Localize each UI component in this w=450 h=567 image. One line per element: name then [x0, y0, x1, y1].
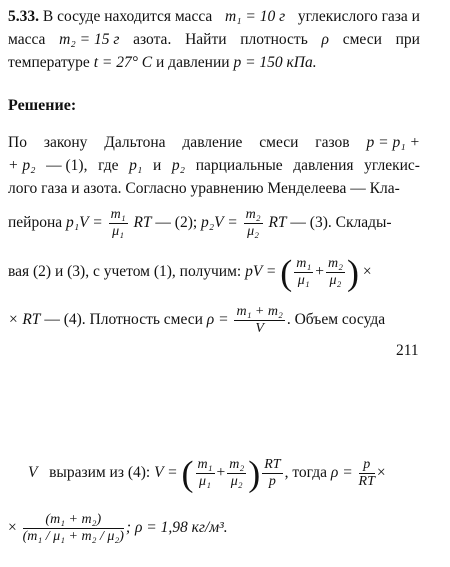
continuation-line-2: × $\frac{\text{(m₁ + m₂)}}{\text{(m₁ / μ₁ + m₂ / μ₂)}}$ ; ρ = 1,98 кг/м³.: [8, 511, 228, 544]
fraction-m2-mu2: $\frac{\text{m₂}}{\text{μ₂}}$: [229, 456, 245, 489]
fraction-m1-mu1: $\frac{\text{m₁}}{\text{μ₁}}$: [296, 255, 312, 288]
solution-line-1: По закону Дальтона давление смеси газов p = p₁ +: [8, 134, 420, 151]
page-number: 211: [396, 342, 419, 359]
problem-line-2: масса m₂ = 15 г азота. Найти плотность ρ смеси при: [8, 31, 420, 48]
problem-number: 5.33.: [8, 8, 39, 25]
fraction-m1-mu1: $\frac{\text{m₁}}{\text{μ₁}}$: [197, 456, 213, 489]
problem-line-1: 5.33. В сосуде находится масса m₁ = 10 г углекислого газа и: [8, 8, 420, 25]
left-paren: (: [181, 453, 194, 494]
problem-line-3: температуре t = 27° С и давлении p = 150 кПа.: [8, 54, 317, 71]
continuation-line-1: V выразим из (4): V = ( $\frac{\text{m₁}}{\text{μ₁}}$ + $\frac{\text{m₂}}{\text{μ₂}}$ ) $\frac{RT}{p}$ , тогда ρ = $\frac{p}{RT}$ ×: [28, 453, 386, 494]
solution-line-3: лого газа и азота. Согласно уравнению Менделеева — Кла-: [8, 180, 400, 197]
solution-heading: Решение:: [8, 97, 77, 114]
solution-line-4: пейрона p₁V = $\frac{\text{m₁}}{\text{μ₁}}$ RT — (2); p₂V = $\frac{\text{m₂}}{\text{μ₂}}$ RT — (3). Склады-: [8, 206, 392, 239]
left-paren: (: [280, 252, 293, 293]
fraction-m2-mu2: $\frac{\text{m₂}}{\text{μ₂}}$: [245, 206, 261, 239]
fraction-mass-over-volume: $\frac{\text{m₁ + m₂}}{V}$: [236, 303, 283, 336]
solution-line-6: × RT — (4). Плотность смеси ρ = $\frac{\text{m₁ + m₂}}{V}$ . Объем сосуда: [8, 303, 386, 336]
fraction-m1-mu1: $\frac{\text{m₁}}{\text{μ₁}}$: [110, 206, 126, 239]
solution-line-5: вая (2) и (3), с учетом (1), получим: pV = ( $\frac{\text{m₁}}{\text{μ₁}}$ + $\frac{\text{m₂}}{\text{μ₂}}$ ) ×: [8, 252, 372, 293]
fraction-rt-over-p: $\frac{RT}{p}$: [264, 456, 281, 489]
fraction-final-density: $\frac{\text{(m₁ + m₂)}}{\text{(m₁ / μ₁ + m₂ / μ₂)}}$: [22, 511, 124, 544]
fraction-p-over-rt: $\frac{p}{RT}$: [358, 456, 375, 489]
solution-line-2: + p₂ — (1), где p₁ и p₂ парциальные давления углекис-: [8, 157, 420, 174]
fraction-m2-mu2: $\frac{\text{m₂}}{\text{μ₂}}$: [327, 255, 343, 288]
right-paren: ): [248, 453, 261, 494]
right-paren: ): [346, 252, 359, 293]
